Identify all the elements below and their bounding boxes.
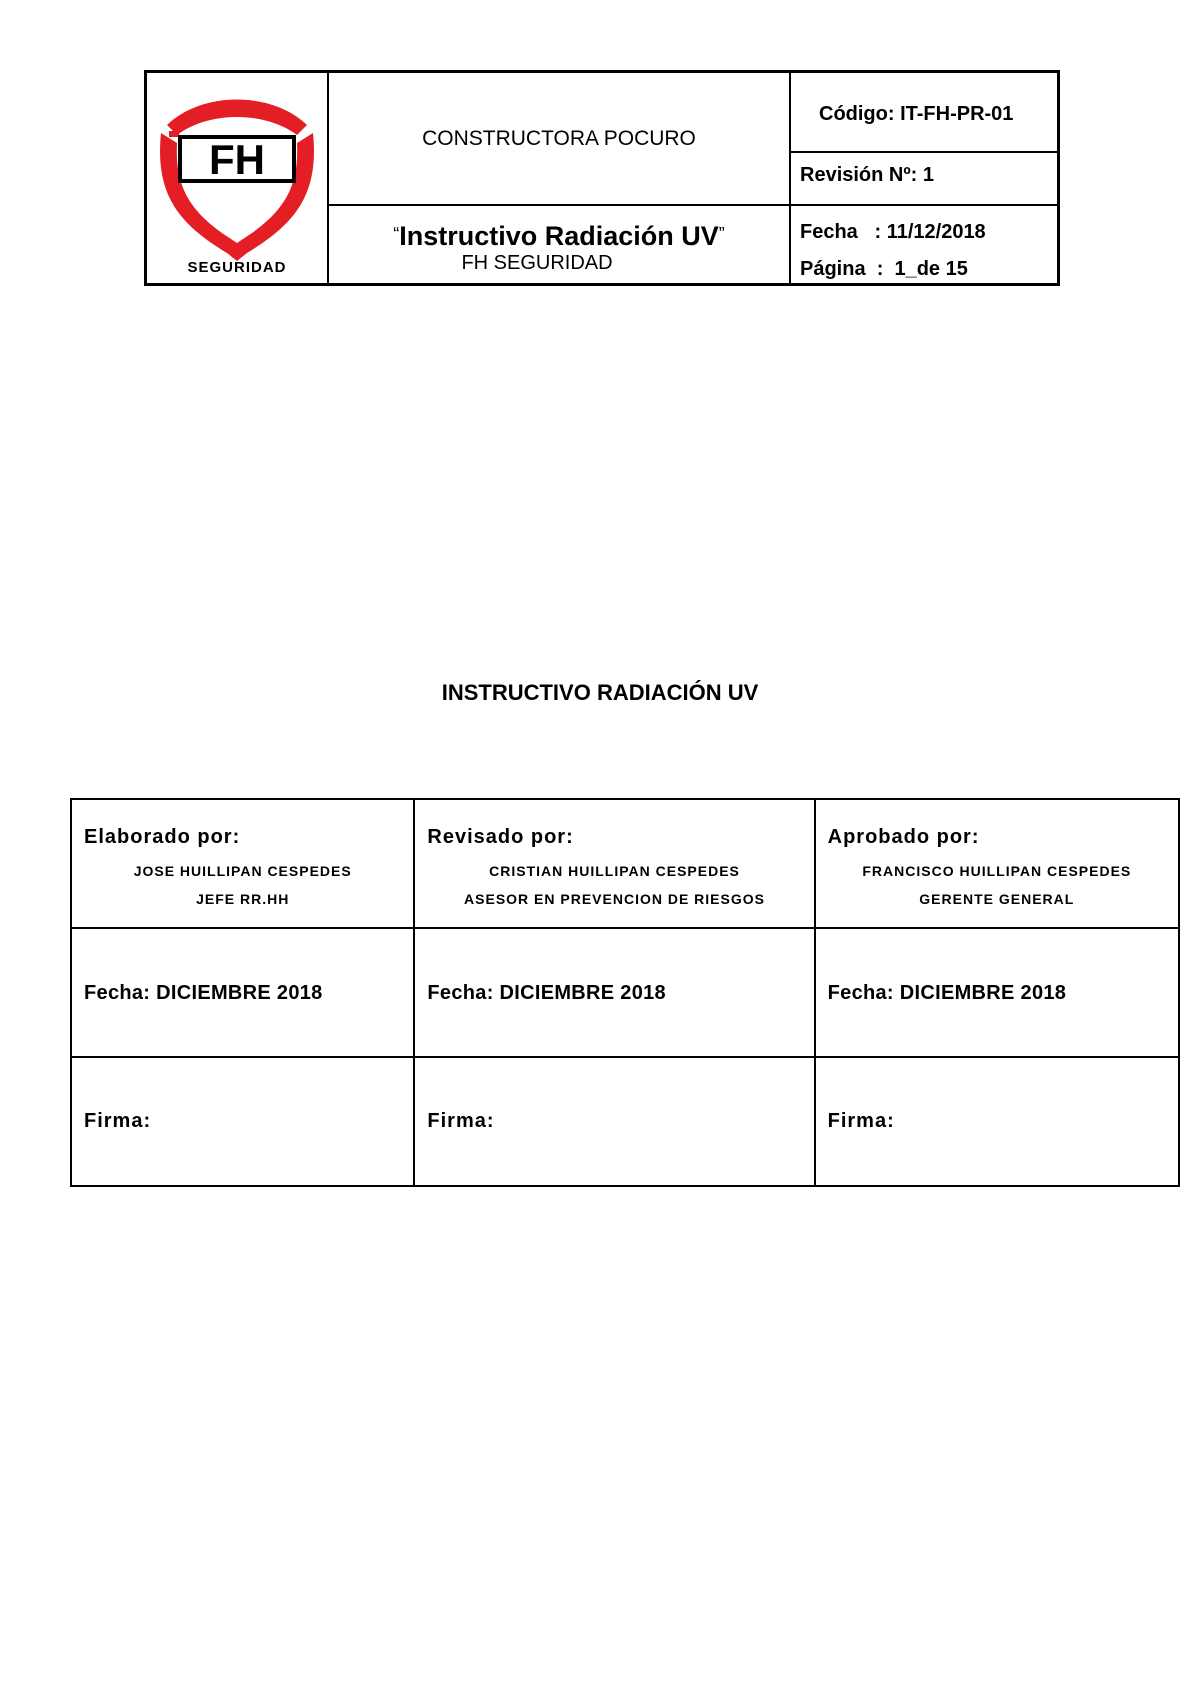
open-quote: “ [393, 224, 400, 244]
document-title [329, 219, 789, 251]
revisado-date-cell [414, 928, 814, 1057]
elaborado-role: JEFE RR.HH [196, 891, 290, 907]
page-number: Página : 1_de 15 [800, 258, 968, 280]
revisado-date: Fecha: DICIEMBRE 2018 [427, 982, 666, 1004]
elaborado-signature-label: Firma: [84, 1110, 152, 1132]
revisado-cell [414, 799, 814, 928]
approvals-row-authors [71, 799, 1179, 928]
aprobado-role: GERENTE GENERAL [919, 891, 1075, 907]
date-page-cell [791, 206, 1057, 283]
logo-cell [147, 73, 329, 283]
revisado-label: Revisado por: [427, 826, 574, 848]
approvals-row-dates [71, 928, 1179, 1057]
aprobado-date-cell [815, 928, 1179, 1057]
company-name-text: CONSTRUCTORA POCURO [422, 126, 696, 150]
approvals-row-signatures [71, 1057, 1179, 1186]
logo-seguridad-text: SEGURIDAD [187, 259, 287, 276]
company-name [329, 73, 791, 206]
elaborado-signature-cell [71, 1057, 414, 1186]
document-code: Código: IT-FH-PR-01 [791, 73, 1057, 153]
main-title: INSTRUCTIVO RADIACIÓN UV [441, 680, 759, 705]
revision-number: Revisión Nº: 1 [791, 153, 1057, 206]
revisado-signature-label: Firma: [427, 1110, 495, 1132]
approvals-table [70, 798, 1180, 1187]
close-quote: ” [718, 224, 725, 244]
logo-fh-text: FH [209, 136, 265, 183]
elaborado-date-cell [71, 928, 414, 1057]
fh-seguridad-logo [147, 73, 327, 281]
document-subtitle: FH SEGURIDAD [461, 252, 613, 274]
document-header [144, 70, 1060, 286]
revisado-name: CRISTIAN HUILLIPAN CESPEDES [489, 863, 740, 879]
header-date: Fecha : 11/12/2018 [800, 221, 986, 243]
elaborado-date: Fecha: DICIEMBRE 2018 [84, 982, 323, 1004]
aprobado-signature-cell [815, 1057, 1179, 1186]
elaborado-cell [71, 799, 414, 928]
aprobado-label: Aprobado por: [827, 826, 980, 848]
document-title-cell [329, 206, 791, 283]
revisado-role: ASESOR EN PREVENCION DE RIESGOS [464, 891, 765, 907]
aprobado-person [816, 857, 1178, 913]
document-title-text: Instructivo Radiación UV [399, 221, 719, 251]
aprobado-date: Fecha: DICIEMBRE 2018 [827, 982, 1067, 1004]
revisado-person [415, 857, 813, 913]
aprobado-cell [815, 799, 1179, 928]
elaborado-name: JOSE HUILLIPAN CESPEDES [133, 863, 352, 879]
aprobado-signature-label: Firma: [827, 1110, 895, 1132]
elaborado-person [72, 857, 413, 913]
revisado-signature-cell [414, 1057, 814, 1186]
elaborado-label: Elaborado por: [84, 826, 241, 848]
aprobado-name: FRANCISCO HUILLIPAN CESPEDES [862, 863, 1132, 879]
